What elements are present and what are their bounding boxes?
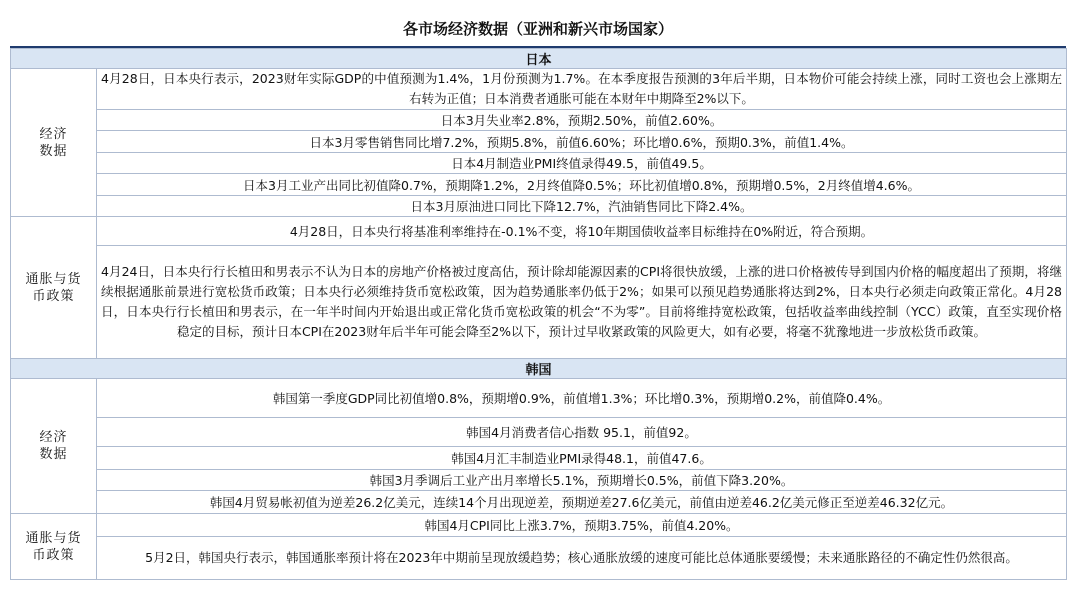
japan-econ-2: 日本3月失业率2.8%，预期2.50%，前值2.60%。 (97, 110, 1067, 131)
korea-econ-3: 韩国4月汇丰制造业PMI录得48.1，前值47.6。 (97, 447, 1067, 470)
table-row (11, 491, 1067, 514)
table-row (11, 447, 1067, 470)
table-row (11, 131, 1067, 153)
table-row (11, 470, 1067, 491)
table-row (11, 537, 1067, 580)
korea-econ-4: 韩国3月季调后工业产出月率增长5.1%，预期增长0.5%，前值下降3.20%。 (97, 470, 1067, 491)
japan-econ-1: 4月28日，日本央行表示，2023财年实际GDP的中值预测为1.4%，1月份预测为1.7%。在本季度报告预测的3年后半期，日本物价可能会持续上涨，同时工资也会上涨期左右转为正值；日本消费者通胀可能在本财年中期降至2%以下。 (97, 69, 1067, 110)
table-row (11, 153, 1067, 174)
section-header-japan: 日本 (11, 49, 1067, 69)
row-label-policy-japan: 通胀与货 币政策 (11, 217, 97, 359)
section-row-japan (11, 49, 1067, 69)
page-title: 各市场经济数据（亚洲和新兴市场国家） (10, 12, 1066, 48)
row-label-econ-japan: 经济 数据 (11, 69, 97, 217)
table-row (11, 174, 1067, 196)
economic-data-table (10, 48, 1067, 580)
table-row (11, 217, 1067, 246)
japan-econ-6: 日本3月原油进口同比下降12.7%，汽油销售同比下降2.4%。 (97, 196, 1067, 217)
table-row (11, 110, 1067, 131)
section-row-korea (11, 359, 1067, 379)
table-row (11, 514, 1067, 537)
japan-econ-4: 日本4月制造业PMI终值录得49.5，前值49.5。 (97, 153, 1067, 174)
row-label-econ-korea: 经济 数据 (11, 379, 97, 514)
row-label-policy-korea: 通胀与货 币政策 (11, 514, 97, 580)
japan-policy-2: 4月24日，日本央行行长植田和男表示不认为日本的房地产价格被过度高估，预计除却能源因素的CPI将很快放缓，上涨的进口价格被传导到国内价格的幅度超出了预期，将继续根据通胀前景进行宽松货币政策；日本央行必须维持货币宽松政策，因为趋势通胀率仍低于2%；如果可以预见趋势通胀将达到2%，日本央行必须走向政策正常化。4月28日，日本央行行长植田和男表示，在一年半时间内开始退出或正常化货币宽松政策的机会“不为零”。目前将维持宽松政策，包括收益率曲线控制（YCC）政策，直至实现价格稳定的目标，预计日本CPI在2023财年后半年可能会降至2%以下，预计过早收紧政策的风险更大，如有必要，将毫不犹豫地进一步放松货币政策。 (97, 246, 1067, 359)
korea-econ-2: 韩国4月消费者信心指数 95.1，前值92。 (97, 418, 1067, 447)
table-row (11, 418, 1067, 447)
section-header-korea: 韩国 (11, 359, 1067, 379)
korea-econ-1: 韩国第一季度GDP同比初值增0.8%，预期增0.9%，前值增1.3%；环比增0.3%，预期增0.2%，前值降0.4%。 (97, 379, 1067, 418)
table-row (11, 246, 1067, 359)
korea-policy-2: 5月2日，韩国央行表示，韩国通胀率预计将在2023年中期前呈现放缓趋势；核心通胀放缓的速度可能比总体通胀要缓慢；未来通胀路径的不确定性仍然很高。 (97, 537, 1067, 580)
table-row (11, 379, 1067, 418)
korea-policy-1: 韩国4月CPI同比上涨3.7%，预期3.75%，前值4.20%。 (97, 514, 1067, 537)
japan-econ-5: 日本3月工业产出同比初值降0.7%，预期降1.2%，2月终值降0.5%；环比初值增0.8%，预期增0.5%，2月终值增4.6%。 (97, 174, 1067, 196)
japan-econ-3: 日本3月零售销售同比增7.2%，预期5.8%，前值6.60%；环比增0.6%，预期0.3%，前值1.4%。 (97, 131, 1067, 153)
japan-policy-1: 4月28日，日本央行将基准利率维持在-0.1%不变，将10年期国债收益率目标维持在0%附近，符合预期。 (97, 217, 1067, 246)
table-row (11, 196, 1067, 217)
korea-econ-5: 韩国4月贸易帐初值为逆差26.2亿美元，连续14个月出现逆差，预期逆差27.6亿美元，前值由逆差46.2亿美元修正至逆差46.32亿元。 (97, 491, 1067, 514)
table-row (11, 69, 1067, 110)
